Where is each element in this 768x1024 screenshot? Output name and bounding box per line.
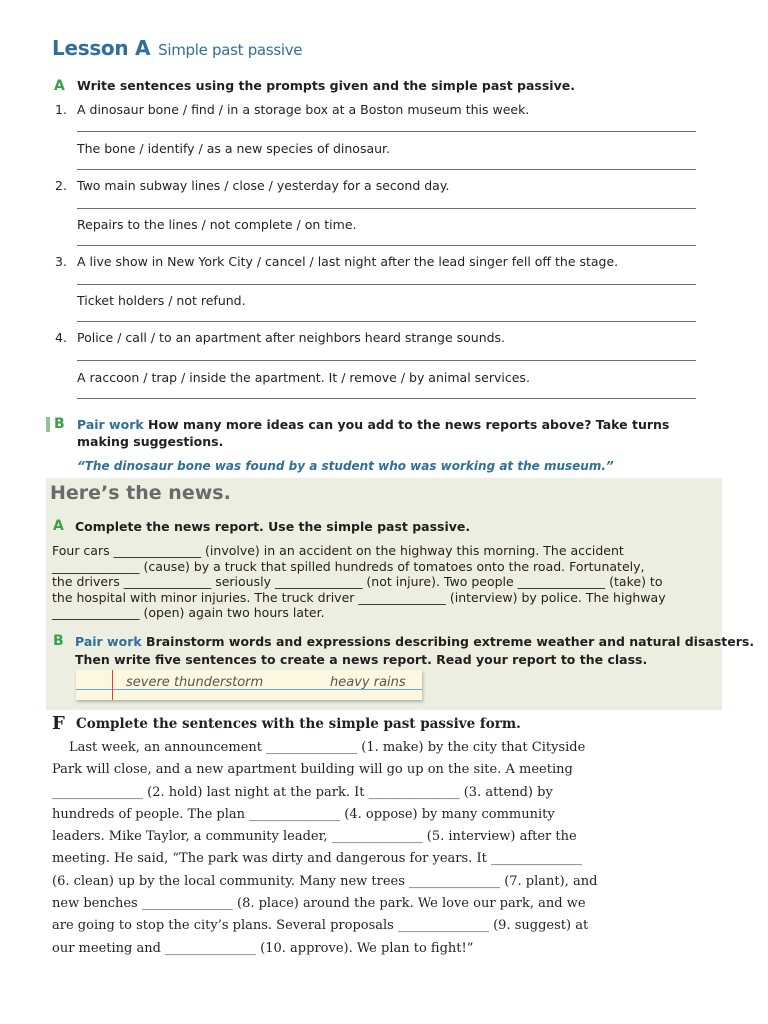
f-line: new benches ______________ (8. place) around the park. We love our park, and we (52, 896, 586, 912)
f-line: ______________ (2. hold) last night at the park. It ______________ (3. attend) by (52, 784, 553, 800)
item-followup: A raccoon / trap / inside the apartment. It / remove / by animal services. (77, 370, 530, 385)
news-report (52, 543, 722, 621)
item-prompt: A live show in New York City / cancel / last night after the lead singer fell off the stage. (77, 254, 619, 269)
margin-bar (46, 417, 50, 432)
news-b-instruction (75, 634, 754, 649)
example-sentence: “The dinosaur bone was found by a student who was working at the museum.” (77, 459, 614, 473)
news-line: the drivers ______________ seriously ______________ (not injure). Two people ______________ (take) to (52, 574, 663, 589)
section-b-letter: B (54, 416, 65, 432)
item-followup: Repairs to the lines / not complete / on time. (77, 217, 357, 232)
item-followup: The bone / identify / as a new species of dinosaur. (77, 141, 391, 156)
item-prompt: Police / call / to an apartment after neighbors heard strange sounds. (77, 330, 506, 345)
item-followup: Ticket holders / not refund. (77, 293, 246, 308)
f-line: leaders. Mike Taylor, a community leader, ______________ (5. interview) after the (52, 829, 577, 845)
section-a-letter: A (54, 78, 65, 94)
section-b-instruction (77, 417, 669, 432)
lesson-label: Lesson A (52, 36, 151, 60)
f-line: our meeting and ______________ (10. approve). We plan to fight!” (52, 940, 474, 956)
answer-line[interactable] (77, 245, 696, 246)
news-a-instruction (75, 519, 470, 534)
item-number: 2. (55, 178, 67, 193)
news-b-line1: Brainstorm words and expressions describing extreme weather and natural disasters. (146, 634, 755, 649)
pair-work-label: Pair work (75, 634, 142, 649)
answer-line[interactable] (77, 284, 696, 285)
news-b-line2: Then write five sentences to create a news report. Read your report to the class. (75, 652, 648, 667)
lesson-topic: Simple past passive (158, 41, 303, 59)
f-line: hundreds of people. The plan ______________ (4. oppose) by many community (52, 806, 555, 822)
answer-line[interactable] (77, 398, 696, 399)
f-line: meeting. He said, “The park was dirty and dangerous for years. It ______________ (52, 851, 582, 867)
news-line: ______________ (cause) by a truck that spilled hundreds of tomatoes onto the road. Fortunately, (52, 558, 645, 574)
news-a-text: Complete the news report. Use the simple past passive. (75, 519, 471, 534)
item-number: 4. (55, 330, 67, 345)
item-number: 3. (55, 254, 67, 269)
section-b-line2: making suggestions. (77, 434, 224, 449)
news-line: ______________ (open) again two hours later. (52, 605, 325, 620)
section-b-line1: How many more ideas can you add to the news reports above? Take turns (148, 417, 670, 432)
section-a-instruction: Write sentences using the prompts given and the simple past passive. (77, 78, 575, 93)
notepaper-margin (112, 670, 113, 700)
answer-line[interactable] (77, 169, 696, 170)
news-line: the hospital with minor injuries. The truck driver ______________ (interview) by police. The highway (52, 589, 666, 605)
news-b-letter: B (53, 633, 64, 649)
answer-line[interactable] (77, 131, 696, 132)
item-prompt: A dinosaur bone / find / in a storage box at a Boston museum this week. (77, 102, 530, 117)
news-line: Four cars ______________ (involve) in an accident on the highway this morning. The accident (52, 543, 624, 558)
pair-work-label: Pair work (77, 417, 144, 432)
section-f-instruction: Complete the sentences with the simple past passive form. (76, 716, 521, 732)
lesson-title (52, 36, 302, 60)
news-title: Here’s the news. (50, 482, 231, 504)
note-word: heavy rains (330, 675, 406, 690)
news-a-letter: A (53, 518, 64, 534)
notepaper (76, 670, 422, 700)
section-f-letter: F (52, 713, 65, 734)
f-line: (6. clean) up by the local community. Many new trees ______________ (7. plant), and (52, 873, 598, 889)
answer-line[interactable] (77, 321, 696, 322)
f-line: Park will close, and a new apartment building will go up on the site. A meeting (52, 762, 573, 778)
answer-line[interactable] (77, 360, 696, 361)
note-word: severe thunderstorm (126, 675, 264, 690)
f-line: Last week, an announcement ______________ (1. make) by the city that Cityside (69, 740, 586, 755)
item-prompt: Two main subway lines / close / yesterday for a second day. (77, 178, 450, 193)
section-f-paragraph (52, 737, 597, 960)
answer-line[interactable] (77, 208, 696, 209)
item-number: 1. (55, 102, 67, 117)
f-line: are going to stop the city’s plans. Several proposals ______________ (9. suggest) at (52, 918, 589, 934)
